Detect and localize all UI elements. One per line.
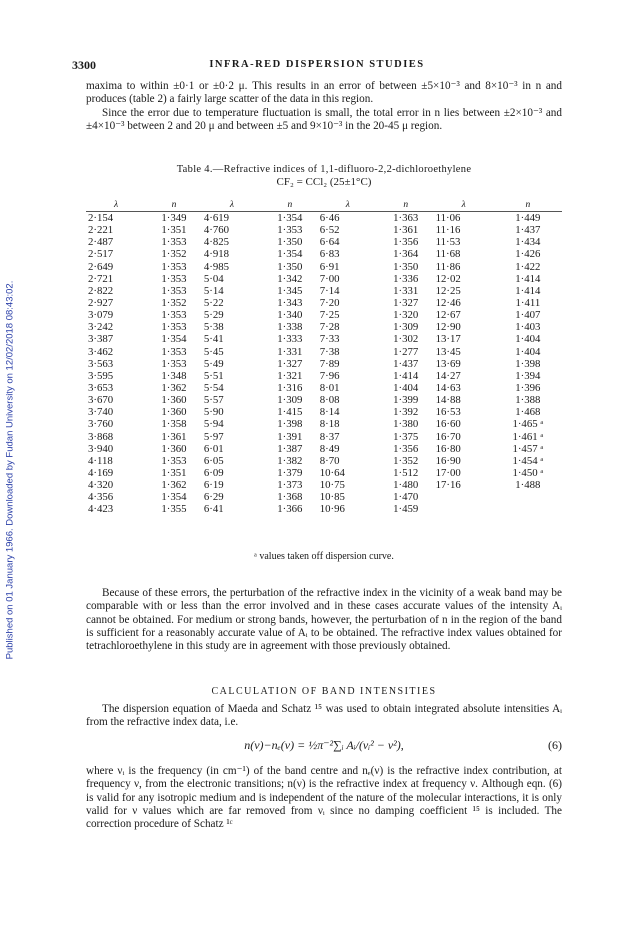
wavelength-cell: 8·37	[319, 430, 340, 443]
wavelength-cell: 2·822	[88, 284, 114, 297]
index-cell: 1·368	[277, 491, 303, 504]
wavelength-cell: 5·14	[203, 284, 224, 297]
index-cell: 1·352	[393, 454, 419, 467]
index-cell: 1·468	[515, 406, 541, 419]
column-header-wavelength: λ	[434, 199, 494, 212]
wavelength-cell: 17·16	[435, 479, 461, 492]
wavelength-cell	[434, 503, 494, 515]
wavelength-cell: 6·41	[203, 503, 224, 516]
index-cell: 1·352	[161, 248, 187, 261]
wavelength-cell: 3·595	[88, 369, 114, 382]
table-row	[86, 443, 562, 455]
index-cell: 1·470	[393, 491, 419, 504]
wavelength-cell: 10·75	[319, 479, 345, 492]
index-cell: 1·353	[277, 224, 303, 237]
paragraph-dispersion-intro	[86, 703, 562, 730]
wavelength-cell: 14·63	[435, 382, 461, 395]
wavelength-cell: 7·25	[319, 309, 340, 322]
download-watermark-text: Published on 01 January 1966. Downloaded by Fudan University on 12/02/2018 08:43:02.	[4, 280, 16, 660]
index-cell: 1·320	[393, 309, 419, 322]
index-cell: 1·355	[161, 503, 187, 516]
index-cell: 1·353	[161, 321, 187, 334]
index-cell: 1·414	[393, 369, 419, 382]
index-cell: 1·352	[161, 297, 187, 310]
index-cell: 1·391	[277, 430, 303, 443]
wavelength-cell: 6·52	[319, 224, 340, 237]
wavelength-cell: 16·70	[435, 430, 461, 443]
wavelength-cell: 3·670	[88, 394, 114, 407]
index-cell: 1·331	[277, 345, 303, 358]
index-cell: 1·354	[161, 491, 187, 504]
wavelength-cell: 6·91	[319, 260, 340, 273]
index-cell: 1·277	[393, 345, 419, 358]
page-header	[72, 58, 562, 74]
equation-expression: n(ν)−nₑ(ν) = ½π⁻²∑ᵢ Aᵢ/(νᵢ² − ν²),	[244, 738, 404, 752]
index-cell: 1·351	[161, 224, 187, 237]
index-cell: 1·414	[515, 272, 541, 285]
index-cell: 1·398	[277, 418, 303, 431]
table-row	[86, 309, 562, 321]
index-cell: 1·354	[277, 212, 303, 225]
wavelength-cell: 5·97	[203, 430, 224, 443]
wavelength-cell: 7·38	[319, 345, 340, 358]
wavelength-cell: 4·619	[203, 212, 230, 225]
index-cell: 1·392	[393, 406, 419, 419]
wavelength-cell: 5·04	[203, 272, 224, 285]
index-cell: 1·437	[515, 224, 541, 237]
wavelength-cell: 4·825	[203, 236, 230, 249]
section-heading: CALCULATION OF BAND INTENSITIES	[211, 686, 437, 697]
column-header-wavelength: λ	[86, 199, 146, 212]
index-cell: 1·459	[393, 503, 419, 516]
table-header-row	[86, 199, 562, 212]
table-row	[86, 224, 562, 236]
column-header-index: n	[146, 199, 202, 212]
wavelength-cell: 2·517	[88, 248, 114, 261]
download-watermark	[2, 150, 18, 790]
table-row	[86, 418, 562, 430]
wavelength-cell: 4·169	[88, 467, 114, 480]
index-cell: 1·353	[161, 345, 187, 358]
wavelength-cell: 10·64	[319, 467, 345, 480]
wavelength-cell: 5·51	[203, 369, 224, 382]
wavelength-cell: 8·08	[319, 394, 340, 407]
index-cell: 1·512	[393, 467, 419, 480]
paragraph-perturbation	[86, 587, 562, 653]
index-cell: 1·382	[277, 454, 303, 467]
wavelength-cell: 3·387	[88, 333, 114, 346]
wavelength-cell: 8·14	[319, 406, 340, 419]
index-cell: 1·426	[515, 248, 541, 261]
wavelength-cell: 11·06	[435, 212, 461, 225]
wavelength-cell: 3·760	[88, 418, 114, 431]
index-cell: 1·457 ᵃ	[512, 442, 544, 455]
index-cell: 1·309	[277, 394, 303, 407]
wavelength-cell: 6·64	[319, 236, 340, 249]
index-cell: 1·360	[161, 442, 187, 455]
index-cell: 1·422	[515, 260, 541, 273]
table-row	[86, 212, 562, 225]
table-row	[86, 382, 562, 394]
index-cell: 1·488	[515, 479, 541, 492]
index-cell: 1·404	[515, 333, 541, 346]
paragraph-text: where νᵢ is the frequency (in cm⁻¹) of the band centre and nₑ(ν) is the refractive index contribution, at frequency ν, from the electronic transitions; n(ν) is the refractive index at frequency ν. Although eqn. (6) is valid for any isotropic medium and is independent of the nature of the molecular interactions, it is only valid for ν values which are far removed from νᵢ since no damping coefficient ¹⁵ is included. The correction procedure of Schatz ¹ᶜ	[86, 765, 562, 831]
table-footnote: ᵃ values taken off dispersion curve.	[254, 551, 394, 562]
wavelength-cell: 6·05	[203, 454, 224, 467]
index-cell: 1·361	[161, 430, 187, 443]
index-cell: 1·373	[277, 479, 303, 492]
index-cell: 1·394	[515, 369, 541, 382]
index-cell: 1·321	[277, 369, 303, 382]
paragraph-error-analysis	[86, 80, 562, 133]
index-cell: 1·353	[161, 272, 187, 285]
wavelength-cell: 2·649	[88, 260, 114, 273]
equation-number: (6)	[548, 738, 562, 752]
index-cell: 1·331	[393, 284, 419, 297]
index-cell: 1·414	[515, 284, 541, 297]
wavelength-cell: 12·25	[435, 284, 461, 297]
wavelength-cell: 6·46	[319, 212, 340, 225]
wavelength-cell: 7·20	[319, 297, 340, 310]
index-cell: 1·309	[393, 321, 419, 334]
index-cell: 1·354	[161, 333, 187, 346]
wavelength-cell: 17·00	[435, 467, 461, 480]
wavelength-cell: 4·320	[88, 479, 114, 492]
table-row	[86, 467, 562, 479]
wavelength-cell: 2·927	[88, 297, 114, 310]
wavelength-cell: 7·00	[319, 272, 340, 285]
index-cell: 1·353	[161, 454, 187, 467]
index-cell: 1·340	[277, 309, 303, 322]
table-row	[86, 503, 562, 515]
index-cell: 1·353	[161, 260, 187, 273]
wavelength-cell: 7·89	[319, 357, 340, 370]
index-cell	[494, 491, 562, 503]
wavelength-cell: 7·33	[319, 333, 340, 346]
wavelength-cell: 7·28	[319, 321, 340, 334]
index-cell: 1·333	[277, 333, 303, 346]
table-row	[86, 406, 562, 418]
index-cell: 1·449	[515, 212, 541, 225]
index-cell: 1·356	[393, 442, 419, 455]
table-row	[86, 346, 562, 358]
wavelength-cell: 14·88	[435, 394, 461, 407]
index-cell: 1·353	[161, 236, 187, 249]
wavelength-cell: 6·01	[203, 442, 224, 455]
wavelength-cell: 12·46	[435, 297, 461, 310]
wavelength-cell: 4·423	[88, 503, 114, 516]
index-cell: 1·336	[393, 272, 419, 285]
index-cell: 1·396	[515, 382, 541, 395]
wavelength-cell: 2·154	[88, 212, 114, 225]
index-cell: 1·450 ᵃ	[512, 467, 544, 480]
index-cell: 1·362	[161, 479, 187, 492]
index-cell: 1·461 ᵃ	[512, 430, 544, 443]
index-cell: 1·398	[515, 357, 541, 370]
index-cell: 1·351	[161, 467, 187, 480]
wavelength-cell: 6·29	[203, 491, 224, 504]
wavelength-cell: 4·118	[88, 454, 113, 467]
index-cell: 1·345	[277, 284, 303, 297]
index-cell: 1·407	[515, 309, 541, 322]
paragraph-line: maxima to within ±0·1 or ±0·2 μ. This results in an error of between ±5×10⁻³ and 8×10⁻³ in n and produces (table 2) a fairly large scatter of the data in this region.	[86, 80, 562, 106]
wavelength-cell: 5·22	[203, 297, 224, 310]
paragraph-text: Because of these errors, the perturbation of the refractive index in the vicinity of a weak band may be comparable with or less than the error involved and in these cases accurate values of the intensity Aᵢ cannot be obtained. For medium or strong bands, however, the perturbation of n in the region of the band is sufficient for a reasonably accurate value of Aᵢ to be obtained. The refractive index values obtained for tetrachloroethylene in this study are in agreement with those previously obtained.	[86, 587, 562, 653]
paragraph-text: The dispersion equation of Maeda and Schatz ¹⁵ was used to obtain integrated absolute intensities Aᵢ from the refractive index data, i.e.	[86, 703, 562, 729]
wavelength-cell: 16·80	[435, 442, 461, 455]
wavelength-cell: 8·01	[319, 382, 340, 395]
wavelength-cell: 3·079	[88, 309, 114, 322]
table-caption	[86, 164, 562, 188]
index-cell: 1·342	[277, 272, 303, 285]
wavelength-cell: 3·940	[88, 442, 114, 455]
index-cell: 1·364	[393, 248, 419, 261]
wavelength-cell: 4·918	[203, 248, 230, 261]
index-cell: 1·404	[393, 382, 419, 395]
wavelength-cell: 11·53	[435, 236, 461, 249]
wavelength-cell: 8·70	[319, 454, 340, 467]
page-number: 3300	[72, 58, 96, 72]
wavelength-cell: 10·96	[319, 503, 345, 516]
index-cell: 1·353	[161, 284, 187, 297]
wavelength-cell: 3·868	[88, 430, 114, 443]
wavelength-cell: 14·27	[435, 369, 461, 382]
index-cell: 1·327	[277, 357, 303, 370]
index-cell: 1·353	[161, 309, 187, 322]
table-row	[86, 431, 562, 443]
table-row	[86, 333, 562, 345]
wavelength-cell: 16·53	[435, 406, 461, 419]
index-cell: 1·454 ᵃ	[512, 454, 544, 467]
column-header-index: n	[494, 199, 562, 212]
index-cell: 1·316	[277, 382, 303, 395]
wavelength-cell: 4·760	[203, 224, 230, 237]
index-cell: 1·434	[515, 236, 541, 249]
wavelength-cell: 3·462	[88, 345, 114, 358]
wavelength-cell: 3·242	[88, 321, 114, 334]
wavelength-cell: 13·17	[435, 333, 461, 346]
table-caption-formula: CF₂ = CCl₂ (25±1°C)	[276, 176, 372, 188]
table-body	[86, 212, 562, 516]
index-cell: 1·350	[277, 236, 303, 249]
table-caption-title: Table 4.—Refractive indices of 1,1-difluoro-2,2-dichloroethylene	[176, 164, 472, 175]
paragraph-line: Since the error due to temperature fluctuation is small, the total error in n lies between ±2×10⁻³ and ±4×10⁻³ between 2 and 20 μ and between ±5 and 9×10⁻³ in the 20-45 μ region.	[86, 106, 562, 132]
index-cell: 1·380	[393, 418, 419, 431]
index-cell: 1·343	[277, 297, 303, 310]
table-row	[86, 394, 562, 406]
table-row	[86, 321, 562, 333]
index-cell: 1·361	[393, 224, 419, 237]
index-cell: 1·350	[277, 260, 303, 273]
wavelength-cell: 11·16	[435, 224, 461, 237]
column-header-index: n	[262, 199, 318, 212]
column-header-index: n	[378, 199, 434, 212]
index-cell: 1·302	[393, 333, 419, 346]
wavelength-cell: 3·653	[88, 382, 114, 395]
index-cell: 1·353	[161, 357, 187, 370]
table-row	[86, 479, 562, 491]
wavelength-cell: 8·49	[319, 442, 340, 455]
index-cell: 1·388	[515, 394, 541, 407]
table-row	[86, 297, 562, 309]
wavelength-cell: 16·90	[435, 454, 461, 467]
index-cell: 1·338	[277, 321, 303, 334]
wavelength-cell: 8·18	[319, 418, 340, 431]
index-cell: 1·327	[393, 297, 419, 310]
table-row	[86, 248, 562, 260]
table-row	[86, 370, 562, 382]
index-cell: 1·366	[277, 503, 303, 516]
wavelength-cell: 5·54	[203, 382, 224, 395]
index-cell: 1·375	[393, 430, 419, 443]
wavelength-cell: 12·67	[435, 309, 461, 322]
wavelength-cell: 5·45	[203, 345, 224, 358]
index-cell: 1·411	[515, 297, 541, 310]
column-header-wavelength: λ	[318, 199, 378, 212]
wavelength-cell: 12·02	[435, 272, 461, 285]
index-cell: 1·465 ᵃ	[512, 418, 544, 431]
table-row	[86, 455, 562, 467]
wavelength-cell: 7·14	[319, 284, 340, 297]
table-row	[86, 236, 562, 248]
wavelength-cell: 4·985	[203, 260, 230, 273]
wavelength-cell: 5·90	[203, 406, 224, 419]
index-cell: 1·360	[161, 394, 187, 407]
wavelength-cell: 5·29	[203, 309, 224, 322]
table-row	[86, 491, 562, 503]
index-cell: 1·387	[277, 442, 303, 455]
wavelength-cell: 2·721	[88, 272, 114, 285]
index-cell: 1·362	[161, 382, 187, 395]
wavelength-cell: 11·86	[435, 260, 461, 273]
wavelength-cell: 6·19	[203, 479, 224, 492]
wavelength-cell: 16·60	[435, 418, 461, 431]
wavelength-cell: 2·487	[88, 236, 114, 249]
wavelength-cell: 5·49	[203, 357, 224, 370]
table-row	[86, 261, 562, 273]
wavelength-cell: 6·09	[203, 467, 224, 480]
index-cell: 1·350	[393, 260, 419, 273]
index-cell: 1·360	[161, 406, 187, 419]
index-cell: 1·399	[393, 394, 419, 407]
wavelength-cell: 5·41	[203, 333, 224, 346]
wavelength-cell: 13·69	[435, 357, 461, 370]
table-row	[86, 273, 562, 285]
index-cell: 1·349	[161, 212, 187, 225]
table-row	[86, 285, 562, 297]
wavelength-cell: 5·94	[203, 418, 224, 431]
index-cell: 1·354	[277, 248, 303, 261]
wavelength-cell: 7·96	[319, 369, 340, 382]
paragraph-equation-explanation	[86, 765, 562, 831]
index-cell: 1·415	[277, 406, 303, 419]
wavelength-cell: 5·38	[203, 321, 224, 334]
wavelength-cell: 2·221	[88, 224, 114, 237]
index-cell: 1·379	[277, 467, 303, 480]
index-cell: 1·437	[393, 357, 419, 370]
wavelength-cell: 12·90	[435, 321, 461, 334]
wavelength-cell: 6·83	[319, 248, 340, 261]
equation-6	[86, 738, 562, 754]
index-cell: 1·356	[393, 236, 419, 249]
wavelength-cell: 5·57	[203, 394, 224, 407]
wavelength-cell: 4·356	[88, 491, 114, 504]
index-cell: 1·363	[393, 212, 419, 225]
wavelength-cell: 3·563	[88, 357, 114, 370]
index-cell: 1·404	[515, 345, 541, 358]
running-title: INFRA-RED DISPERSION STUDIES	[209, 59, 425, 70]
index-cell: 1·358	[161, 418, 187, 431]
wavelength-cell: 3·740	[88, 406, 114, 419]
wavelength-cell	[434, 491, 494, 503]
wavelength-cell: 13·45	[435, 345, 461, 358]
wavelength-cell: 11·68	[435, 248, 461, 261]
index-cell	[494, 503, 562, 515]
index-cell: 1·480	[393, 479, 419, 492]
table-row	[86, 358, 562, 370]
index-cell: 1·403	[515, 321, 541, 334]
column-header-wavelength: λ	[202, 199, 262, 212]
wavelength-cell: 10·85	[319, 491, 345, 504]
index-cell: 1·348	[161, 369, 187, 382]
refractive-index-table	[86, 199, 562, 516]
